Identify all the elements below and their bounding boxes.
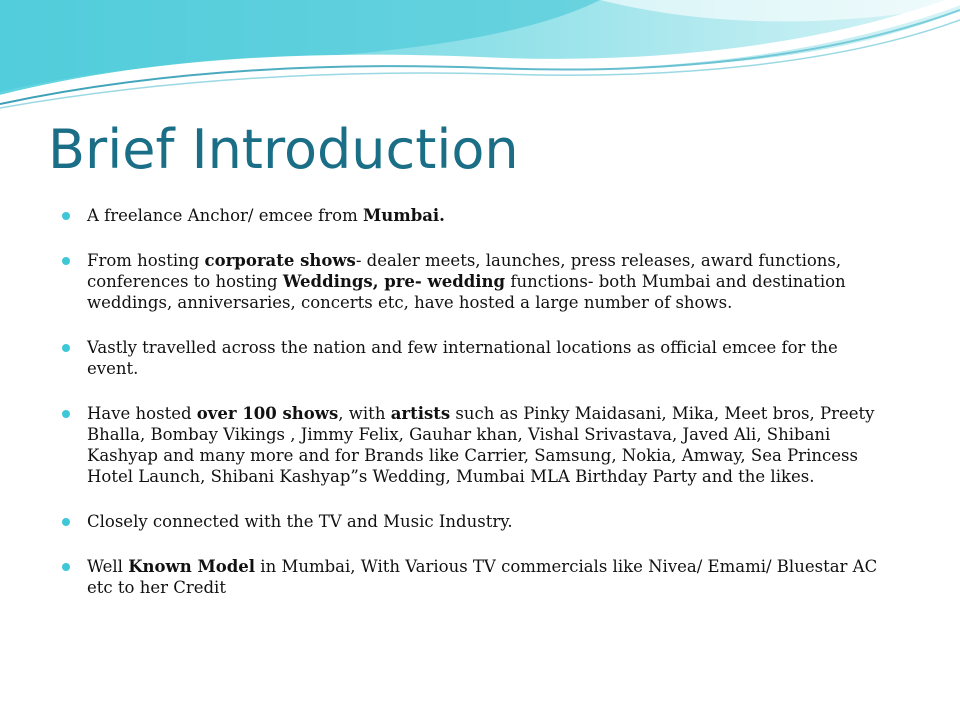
bullet-dot-icon (62, 410, 70, 418)
bullet-item (62, 337, 892, 379)
bullet-emphasis-text: artists (390, 404, 451, 423)
bullet-dot-icon (62, 212, 70, 220)
bullet-list (62, 205, 892, 622)
bullet-text: functions- both Mumbai and destination weddings, anniversaries, concerts etc, have hosted a large number of shows. (87, 272, 846, 312)
bullet-emphasis-text: corporate shows (204, 251, 356, 270)
bullet-item (62, 403, 892, 487)
bullet-text: A freelance Anchor/ emcee from (87, 206, 363, 225)
bullet-text: Closely connected with the TV and Music Industry. (87, 512, 513, 531)
bullet-text: From hosting (87, 251, 205, 270)
bullet-dot-icon (62, 563, 70, 571)
bullet-emphasis-text: Weddings, pre- wedding (282, 272, 506, 291)
bullet-dot-icon (62, 257, 70, 265)
bullet-text: , with (338, 404, 391, 423)
bullet-text: Have hosted (87, 404, 197, 423)
bullet-dot-icon (62, 518, 70, 526)
bullet-emphasis-text: over 100 shows (196, 404, 339, 423)
bullet-text: - dealer meets, launches, press releases, award functions, conferences to hosting (87, 251, 842, 291)
bullet-item (62, 556, 892, 598)
bullet-text: Vastly travelled across the nation and few international locations as official emcee for the event. (87, 338, 838, 378)
bullet-text: Well (87, 557, 129, 576)
bullet-item (62, 250, 892, 313)
bullet-text: such as Pinky Maidasani, Mika, Meet bros, Preety Bhalla, Bombay Vikings , Jimmy Felix, Gauhar khan, Vishal Srivastava, Javed Ali, Shibani Kashyap and many more and for Brands like Carrier, Samsung, Nokia, Amway, Sea Princess Hotel Launch, Shibani Kashyap”s Wedding, Mumbai MLA Birthday Party and the likes. (87, 404, 875, 486)
slide-title: Brief Introduction (48, 118, 519, 181)
bullet-emphasis-text: Known Model (128, 557, 256, 576)
header-wave-decoration (0, 0, 960, 120)
bullet-item (62, 511, 892, 532)
bullet-dot-icon (62, 344, 70, 352)
bullet-text: in Mumbai, With Various TV commercials like Nivea/ Emami/ Bluestar AC etc to her Credit (87, 557, 878, 597)
bullet-item (62, 205, 892, 226)
bullet-emphasis-text: Mumbai. (362, 206, 445, 225)
